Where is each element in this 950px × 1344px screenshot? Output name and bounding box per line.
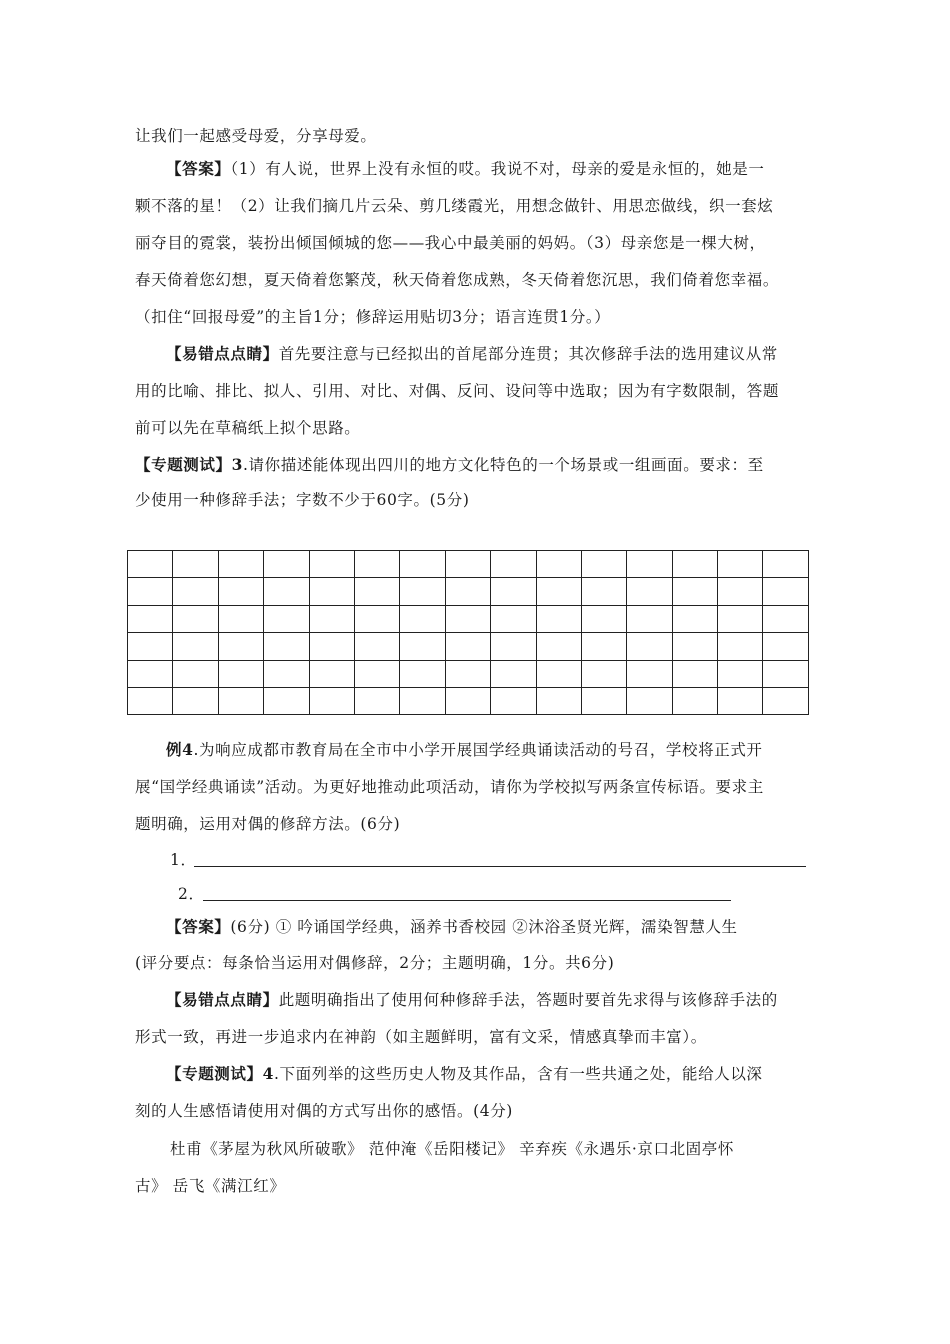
blank2-input-line[interactable] [203, 900, 731, 901]
test4-line-1: 【专题测试】4.下面列举的这些历史人物及其作品，含有一些共通之处，能给人以深 [166, 1064, 763, 1083]
test3-line-1: 【专题测试】3.请你描述能体现出四川的地方文化特色的一个场景或一组画面。要求：至 [135, 455, 764, 474]
answer-tag: 【答案】 [166, 159, 231, 178]
answer1-line-4: 春天倚着您幻想，夏天倚着您繁茂，秋天倚着您成熟，冬天倚着您沉思，我们倚着您幸福。 [135, 271, 780, 289]
tip1-line-1: 【易错点点睛】首先要注意与已经拟出的首尾部分连贯；其次修辞手法的选用建议从常 [166, 344, 778, 363]
answer4-line-2: (评分要点：每条恰当运用对偶修辞，2分；主题明确，1分。共6分) [135, 954, 615, 972]
tip-tag: 【易错点点睛】 [166, 990, 279, 1009]
grid-row [128, 578, 809, 605]
blank1-label: 1． [170, 851, 197, 869]
works-line-1: 杜甫《茅屋为秋风所破歌》 范仲淹《岳阳楼记》 辛弃疾《永遇乐·京口北固亭怀 [170, 1140, 734, 1158]
answer-tag: 【答案】 [166, 917, 231, 936]
grid-row [128, 660, 809, 687]
grid-row [128, 633, 809, 660]
blank2-label: 2． [178, 885, 205, 903]
answer-writing-grid[interactable] [127, 550, 809, 715]
example4-line-3: 题明确，运用对偶的修辞方法。(6分) [135, 815, 401, 833]
test-tag: 【专题测试】4 [166, 1064, 274, 1083]
intro-line: 让我们一起感受母爱，分享母爱。 [135, 127, 377, 145]
test-tag: 【专题测试】3 [135, 455, 243, 474]
example4-line-2: 展“国学经典诵读”活动。为更好地推动此项活动，请你为学校拟写两条宣传标语。要求主 [135, 778, 764, 796]
example4-line-1: 例4.为响应成都市教育局在全市中小学开展国学经典诵读活动的号召，学校将正式开 [166, 740, 763, 759]
works-line-2: 古》 岳飞《满江红》 [135, 1177, 286, 1195]
grid-row [128, 605, 809, 632]
test3-line-2: 少使用一种修辞手法；字数不少于60字。(5分) [135, 491, 470, 509]
tip4-line-2: 形式一致，再进一步追求内在神韵（如主题鲜明，富有文采，情感真挚而丰富）。 [135, 1028, 707, 1046]
tip-tag: 【易错点点睛】 [166, 344, 279, 363]
answer4-line-1: 【答案】(6分) ① 吟诵国学经典，涵养书香校园 ②沐浴圣贤光辉，濡染智慧人生 [166, 917, 738, 936]
answer1-line-2: 颗不落的星！（2）让我们摘几片云朵、剪几缕霞光，用想念做针、用思恋做线，织一套炫 [135, 197, 774, 215]
tip4-line-1: 【易错点点睛】此题明确指出了使用何种修辞手法，答题时要首先求得与该修辞手法的 [166, 990, 778, 1009]
grid-row [128, 687, 809, 714]
test4-line-2: 刻的人生感悟请使用对偶的方式写出你的感悟。(4分) [135, 1102, 513, 1120]
tip1-line-3: 前可以先在草稿纸上拟个思路。 [135, 419, 361, 437]
answer1-line-5: （扣住“回报母爱”的主旨1分；修辞运用贴切3分；语言连贯1分。） [135, 308, 611, 326]
answer1-line-1: 【答案】（1）有人说，世界上没有永恒的哎。我说不对，母亲的爱是永恒的，她是一 [166, 159, 765, 178]
tip1-line-2: 用的比喻、排比、拟人、引用、对比、对偶、反问、设问等中选取；因为有字数限制，答题 [135, 382, 780, 400]
answer1-line-3: 丽夺目的霓裳，装扮出倾国倾城的您——我心中最美丽的妈妈。（3）母亲您是一棵大树， [135, 234, 766, 252]
grid-row [128, 551, 809, 578]
blank1-input-line[interactable] [194, 866, 806, 867]
example-tag: 例4 [166, 740, 194, 759]
